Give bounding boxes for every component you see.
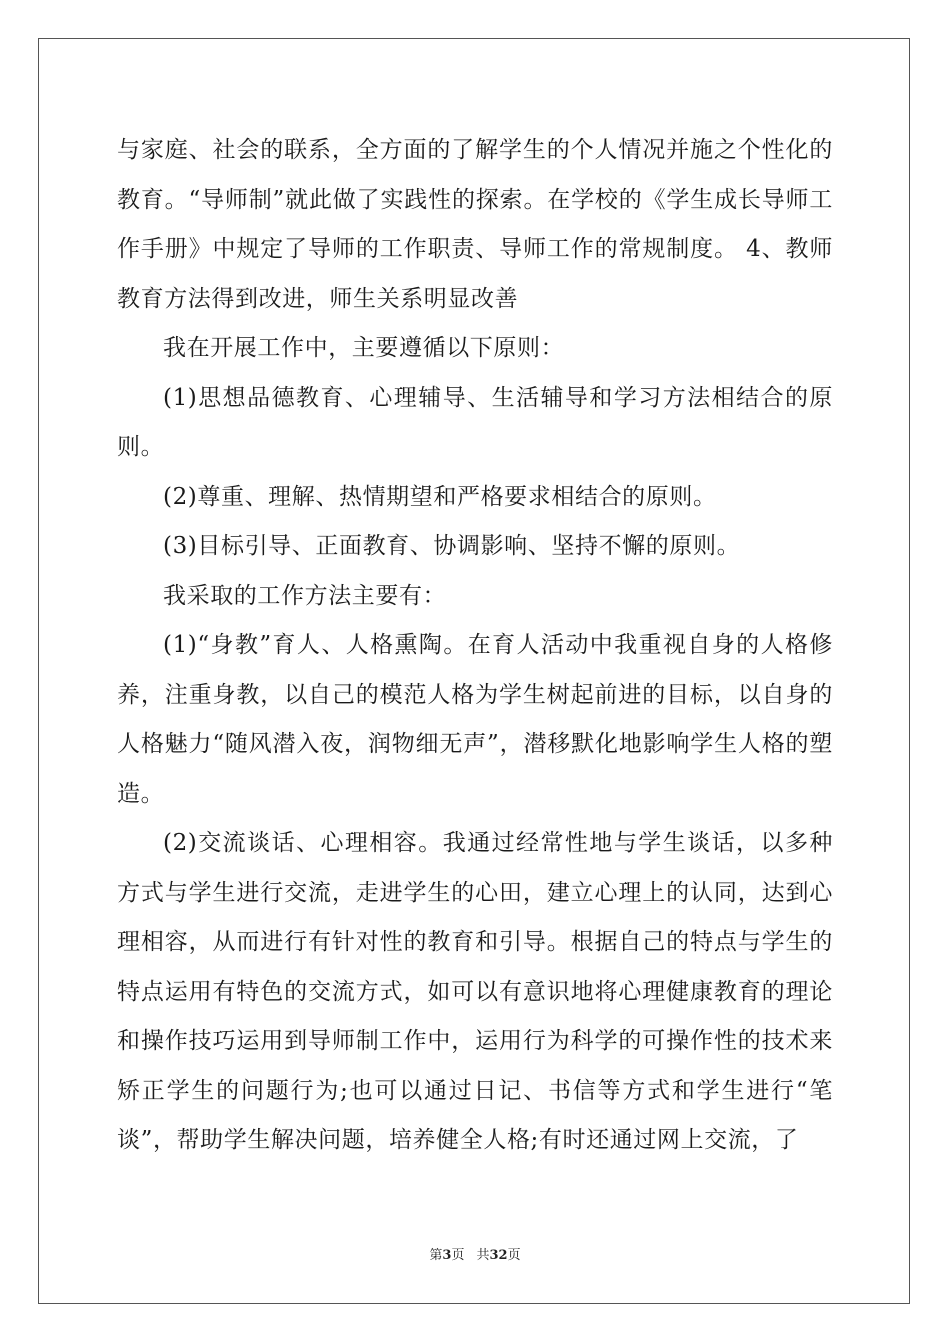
paragraph-4: (2)尊重、理解、热情期望和严格要求相结合的原则。 <box>163 483 717 510</box>
paragraph-5: (3)目标引导、正面教育、协调影响、坚持不懈的原则。 <box>163 533 741 559</box>
total-prefix: 共 <box>476 1248 490 1263</box>
paragraph-6: 我采取的工作方法主要有： <box>163 582 447 609</box>
paragraph-7: (1)“身教”育人、人格熏陶。在育人活动中我重视自身的人格修养，注重身教，以自己的模范人格为学生树起前进的目标，以自身的人格魅力“随风潜入夜，润物细无声”，潜移默化地影响学生人格的塑造。 <box>117 632 833 807</box>
paragraph-2: 我在开展工作中，主要遵循以下原则： <box>163 335 565 361</box>
total-suffix: 页 <box>507 1248 521 1263</box>
document-body <box>117 126 833 1166</box>
paragraph-8: (2)交流谈话、心理相容。我通过经常性地与学生谈话，以多种方式与学生进行交流，走进学生的心田，建立心理上的认同，达到心理相容，从而进行有针对性的教育和引导。根据自己的特点与学生的特点运用有特色的交流方式，如可以有意识地将心理健康教育的理论和操作技巧运用到导师制工作中，运用行为科学的可操作性的技术来矫正学生的问题行为;也可以通过日记、书信等方式和学生进行“笔谈”，帮助学生解决问题，培养健全人格;有时还通过网上交流，了 <box>117 830 833 1153</box>
paragraph-3: (1)思想品德教育、心理辅导、生活辅导和学习方法相结合的原则。 <box>117 384 833 460</box>
page-prefix: 第 <box>429 1248 443 1263</box>
total-pages: 32 <box>489 1248 508 1263</box>
page-footer <box>0 1244 950 1263</box>
page-suffix: 页 <box>451 1248 465 1263</box>
page-number: 3 <box>442 1248 452 1263</box>
paragraph-1: 与家庭、社会的联系，全方面的了解学生的个人情况并施之个性化的教育。“导师制”就此做了实践性的探索。在学校的《学生成长导师工作手册》中规定了导师的工作职责、导师工作的常规制度。 4、教师教育方法得到改进，师生关系明显改善 <box>117 137 833 312</box>
